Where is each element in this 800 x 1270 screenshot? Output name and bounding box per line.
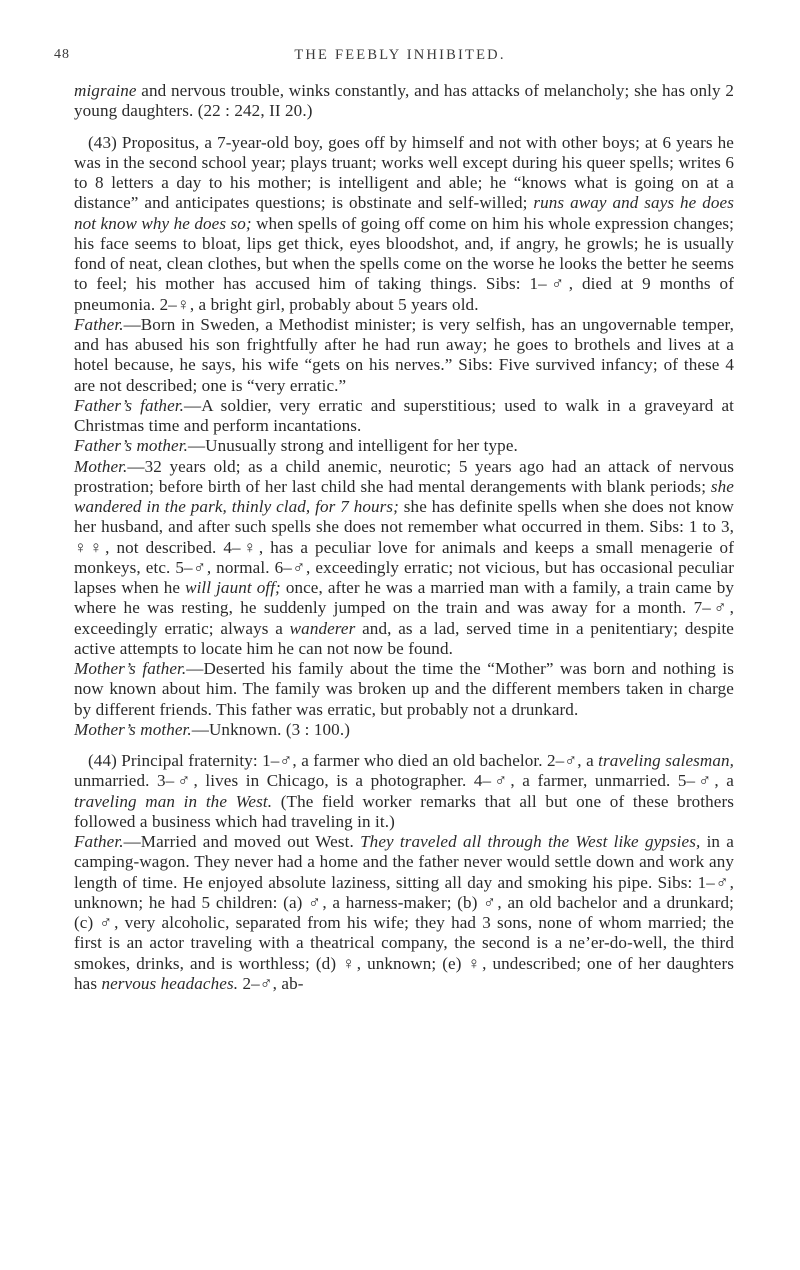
entry-text: —Deserted his family about the time the “Mother” was born and nothing is now known about him. The family was broken up and the different members taken in charge by different friends. This father was erratic, but probably not a drunkard. <box>74 659 734 719</box>
page-body <box>74 81 734 994</box>
italic-phrase: runs away and says he does not know why he does so; <box>74 193 734 233</box>
entry-label: Father’s mother. <box>74 436 188 456</box>
italic-phrase: she wandered in the park, thinly clad, for 7 hours; <box>74 476 734 516</box>
continued-paragraph <box>74 81 734 122</box>
case-44-paragraph <box>74 751 734 832</box>
italic-phrase: wanderer <box>289 618 356 638</box>
entry-text: —Married and moved out West. <box>123 832 361 851</box>
entry-text: in a camping-wagon. They never had a home and the father never would settle down and work any length of time. He enjoyed absolute laziness, sitting all day and smoking his pipe. Sibs: 1–♂, unknown; he had 5 children: (a) ♂, a harness-maker; (b) ♂, an old bachelor and a drunkard; (c) ♂, very alcoholic, separated from his wife; they had 3 sons, none of whom married; the first is an actor traveling with a theatrical company, the second is a ne’er-do-well, the third smokes, drinks, and is worthless; (d) ♀, unknown; (e) ♀, undescribed; one of her daughters has <box>74 832 734 993</box>
italic-phrase: traveling man in the West. <box>74 791 273 811</box>
entry-label: Mother’s mother. <box>74 719 192 739</box>
father-entry <box>74 315 734 396</box>
fathers-mother-entry <box>74 436 734 456</box>
paragraph-text: unmarried. 3–♂, lives in Chicago, is a photographer. 4–♂, a farmer, unmarried. 5–♂, a <box>74 771 734 791</box>
paragraph-text: (43) Propositus, a 7-year-old boy, goes off by himself and not with other boys; at 6 years he was in the second school year; plays truant; works well except during his queer spells; writes 6 to 8 letters a day to his mother; is intelligent and able; he “knows what is going on at a distance” and anticipates questions; is obstinate and self-willed; <box>74 132 734 213</box>
entry-label: Mother’s father. <box>74 659 187 678</box>
entry-label: Mother. <box>74 456 128 476</box>
entry-label: Father. <box>74 832 124 851</box>
entry-text: —A soldier, very erratic and superstitious; used to walk in a graveyard at Christmas time and perform incantations. <box>74 395 734 435</box>
italic-term: migraine <box>74 81 137 100</box>
mothers-mother-entry <box>74 720 734 740</box>
italic-phrase: traveling salesman, <box>598 751 734 770</box>
entry-text: and, as a lad, served time in a penitentiary; despite active attempts to locate him he can not now be found. <box>74 618 734 658</box>
paragraph-text: (44) Principal fraternity: 1–♂, a farmer who died an old bachelor. 2–♂, a <box>88 751 599 770</box>
entry-text: she has definite spells when she does not know her husband, and after such spells she does not remember what occurred in them. Sibs: 1 to 3, ♀♀, not described. 4–♀, has a peculiar love for animals and keeps a small menagerie of monkeys, etc. 5–♂, normal. 6–♂, exceedingly erratic; not vicious, but has occasional peculiar lapses when he <box>74 497 734 597</box>
entry-text: once, after he was a married man with a family, a train came by where he was resting, he suddenly jumped on the train and was away for a month. 7–♂, exceedingly erratic; always a <box>74 578 734 638</box>
entry-text: —Born in Sweden, a Methodist minister; is very selfish, has an ungovernable temper, and has abused his son frightfully after he had run away; he goes to brothels and lives at a hotel because, he says, his wife “gets on his nerves.” Sibs: Five survived infancy; of these 4 are not described; one is “very erratic.” <box>74 314 734 395</box>
entry-text: —Unknown. (3 : 100.) <box>191 719 350 739</box>
entry-label: Father’s father. <box>74 395 184 415</box>
fathers-father-entry <box>74 396 734 437</box>
entry-label: Father. <box>74 314 124 334</box>
italic-phrase: nervous headaches. <box>101 973 239 993</box>
entry-text: 2–♂, ab- <box>238 973 304 993</box>
entry-text: —32 years old; as a child anemic, neurotic; 5 years ago had an attack of nervous prostration; before birth of her last child she had mental derangements with blank periods; <box>74 456 734 496</box>
father-44-entry <box>74 832 734 994</box>
paragraph-text: and nervous trouble, winks constantly, and has attacks of melancholy; she has only 2 young daughters. (22 : 242, II 20.) <box>74 81 734 121</box>
italic-phrase: They traveled all through the West like gypsies, <box>360 832 701 851</box>
entry-text: —Unusually strong and intelligent for her type. <box>187 436 518 456</box>
mothers-father-entry <box>74 659 734 720</box>
case-43-paragraph <box>74 133 734 315</box>
mother-entry <box>74 457 734 660</box>
italic-phrase: will jaunt off; <box>185 578 281 597</box>
paragraph-text: when spells of going off come on him his whole expression changes; his face seems to bloat, lips get thick, eyes bloodshot, and, if angry, he growls; he is usually fond of neat, clean clothes, but when the spells come on the worse he looks the better he seems to feel; his mother has accused him of taking things. Sibs: 1–♂, died at 9 months of pneumonia. 2–♀, a bright girl, probably about 5 years old. <box>74 213 734 314</box>
page-number: 48 <box>54 47 70 62</box>
paragraph-text: (The field worker remarks that all but one of these brothers followed a business which had traveling in it.) <box>74 791 734 831</box>
running-head: THE FEEBLY INHIBITED. <box>294 47 506 63</box>
